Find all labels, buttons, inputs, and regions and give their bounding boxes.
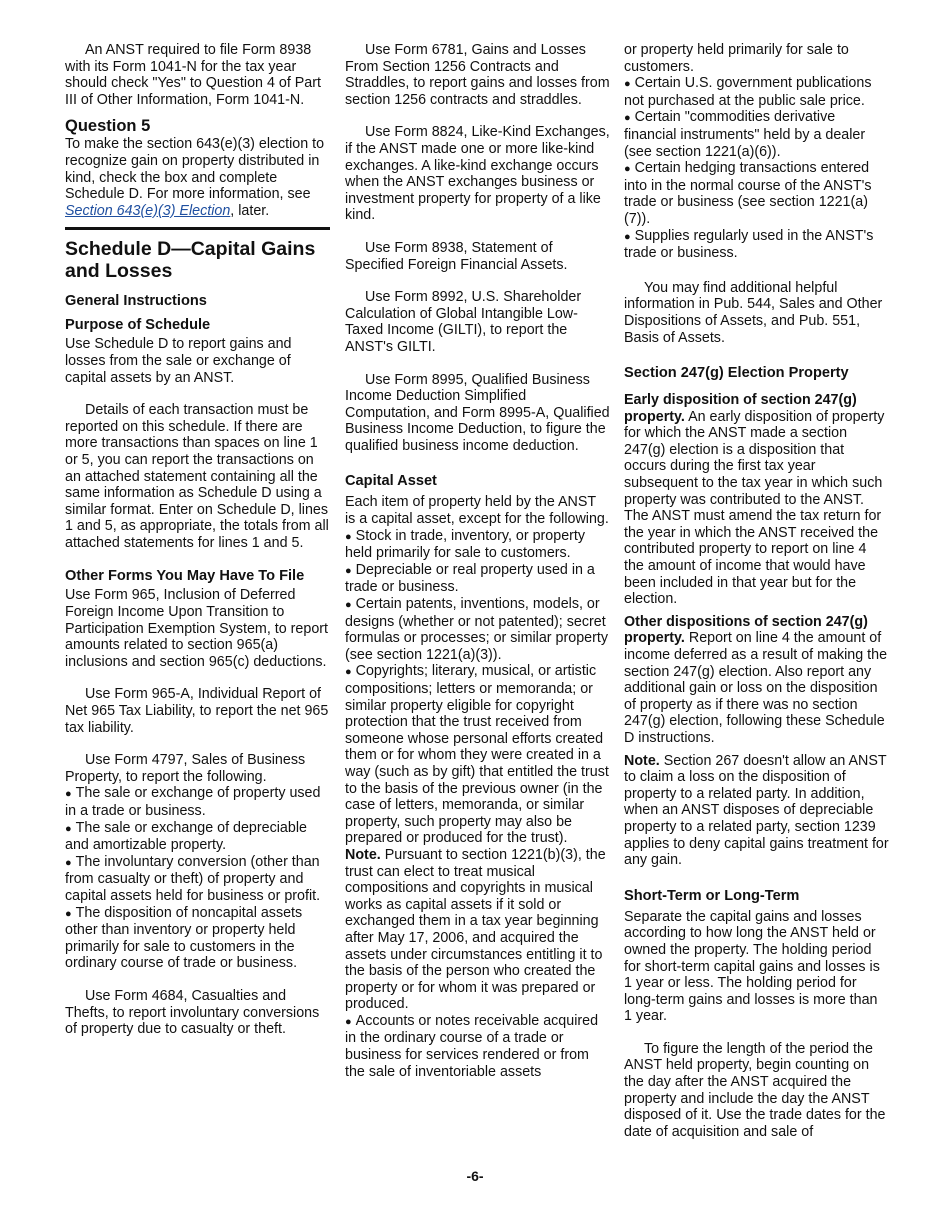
list-item: ● Supplies regularly used in the ANST's trade or business. (624, 227, 874, 262)
early-text: An early disposition of property for which the ANST made a section 247(g) election is a disposition that occurs during the first tax year subsequent to the tax year in which such property was contributed to the ANST. The ANST must amend the tax return for the year in which the ANST received the contributed property to report on line 4 the amount of income that would have been included in that year but for the election. (624, 408, 885, 608)
list-item: ● Stock in trade, inventory, or property held primarily for sale to customers. (345, 527, 586, 562)
note-label: Note. (624, 752, 660, 769)
form-965-text: Use Form 965, Inclusion of Deferred Foreign Income Upon Transition to Participation Exemption System, to report amounts related to section 965(a) inclusions and section 965(c) deductions. (65, 587, 329, 670)
form-4797-text: Use Form 4797, Sales of Business Property, to report the following. (65, 752, 306, 785)
form-6781-text: Use Form 6781, Gains and Losses From Section 1256 Contracts and Straddles, to report gains and losses from section 1256 contracts and straddles. (345, 42, 610, 108)
list-item: ● Accounts or notes receivable acquired in the ordinary course of a trade or business for services rendered or from the sale of inventoriable assets (345, 1012, 599, 1080)
short-long-term-heading: Short-Term or Long-Term (624, 887, 800, 904)
note-label: Note. (345, 846, 381, 863)
figure-length-text: To figure the length of the period the ANST held property, begin counting on the day after the ANST acquired the property and include the day the ANST disposed of it. Use the trade dates for the date of acquisition and sale of (624, 1040, 886, 1140)
list-item: ● Certain hedging transactions entered into in the normal course of the ANST's trade or business (see section 1221(a)(7)). (624, 160, 872, 227)
list-item: ● Certain "commodities derivative financial instruments" held by a dealer (see section 1221(a)(6)). (624, 109, 866, 160)
section-divider (65, 227, 330, 230)
question-5-heading: Question 5 (65, 117, 151, 136)
list-item: ● Certain patents, inventions, models, or designs (whether or not patented); secret formulas or processes; or similar property (see section 1221(a)(3)). (345, 596, 608, 663)
pub-text: You may find additional helpful information in Pub. 544, Sales and Other Dispositions of Assets, and Pub. 551, Basis of Assets. (624, 279, 883, 346)
column-1 (65, 42, 330, 1038)
details-text: Details of each transaction must be reported on this schedule. If there are more transactions than spaces on line 1 or 5, you can report the transactions on an attached statement containing all the same information as Schedule D using a similar format. Enter on Schedule D, lines 1 and 5, as appropriate, the totals from all attached statements for lines 1 and 5. (65, 402, 329, 551)
note-paragraph (345, 847, 610, 1013)
page-number: -6- (466, 1168, 484, 1184)
capital-asset-text: Each item of property held by the ANST is a capital asset, except for the following. (345, 494, 609, 528)
question-5-text (65, 136, 330, 219)
other-forms-heading: Other Forms You May Have To File (65, 568, 305, 585)
other-dispositions-paragraph (624, 614, 889, 747)
q5-body: To make the section 643(e)(3) election to recognize gain on property distributed in kind, check the box and complete Schedule D. For more information, see (65, 136, 325, 203)
form-8992-text: Use Form 8992, U.S. Shareholder Calculation of Global Intangible Low-Taxed Income (GILTI), to report the ANST's GILTI. (345, 289, 582, 355)
list-item: ● The involuntary conversion (other than from casualty or theft) of property and capital assets held for business or profit. (65, 853, 321, 904)
general-instructions-heading: General Instructions (65, 293, 207, 310)
column-3 (624, 42, 889, 1140)
other-text: Report on line 4 the amount of income deferred as a result of making the section 247(g) election. Also report any additional gain or loss on the disposition of property as if there was no section 247(g) election, following these Schedule D instructions. (624, 630, 888, 746)
form-8824-text: Use Form 8824, Like-Kind Exchanges, if the ANST made one or more like-kind exchanges. A like-kind exchange occurs when the ANST exchanges business or investment property for property of a like kind. (345, 124, 610, 224)
other-label: Other dispositions of section 247(g) property. (624, 613, 868, 647)
purpose-heading: Purpose of Schedule (65, 317, 211, 334)
form-8938-text: Use Form 8938, Statement of Specified Foreign Financial Assets. (345, 239, 568, 273)
paragraph-anst-8938: An ANST required to file Form 8938 with its Form 1041-N for the tax year should check "Yes" to Question 4 of Part III of Other Information, Form 1041-N. (65, 42, 321, 108)
early-label: Early disposition of section 247(g) property. (624, 392, 857, 425)
list-item: ● Copyrights; literary, musical, or artistic compositions; letters or memoranda; or similar property eligible for copyright protection that the trust received from someone whose personal efforts created them or for whom they were created in a way (such as by gift) that entitled the trust to the basis of the previous owner (in the case of letters, memoranda, or similar property, such property may also be prepared or produced for the trust). (345, 663, 609, 847)
purpose-text: Use Schedule D to report gains and losses from the sale or exchange of capital assets by an ANST. (65, 336, 292, 386)
q5-suffix: , later. (230, 202, 270, 219)
note-text: Pursuant to section 1221(b)(3), the trust can elect to treat musical compositions and copyrights in musical works as capital assets if it sold or exchanged them in a tax year beginning after May 17, 2006, and acquired the assets under circumstances entitling it to the basis of the person who created the property or for whom it was prepared or produced. (345, 846, 606, 1013)
list-item: ● The sale or exchange of property used in a trade or business. (65, 785, 321, 819)
list-item: ● The disposition of noncapital assets other than inventory or property held primarily for sale to customers in the ordinary course of trade or business. (65, 904, 303, 972)
form-8995-text: Use Form 8995, Qualified Business Income Deduction Simplified Computation, and Form 8995-A, Qualified Business Income Deduction, to figure the qualified business income deduction. (345, 371, 610, 454)
note-paragraph (624, 753, 889, 869)
column-2 (345, 42, 610, 1080)
form-965a-text: Use Form 965-A, Individual Report of Net 965 Tax Liability, to report the net 965 tax liability. (65, 686, 329, 736)
section-247g-heading: Section 247(g) Election Property (624, 365, 849, 382)
note-text: Section 267 doesn't allow an ANST to claim a loss on the disposition of property to a related party. In addition, when an ANST disposes of depreciable property to a related party, section 1239 applies to deny capital gains treatment for any gain. (624, 752, 889, 869)
continued-text: or property held primarily for sale to customers. (624, 42, 849, 75)
section-643-link[interactable]: Section 643(e)(3) Election (65, 202, 231, 219)
form-4684-text: Use Form 4684, Casualties and Thefts, to report involuntary conversions of property due to casualty or theft. (65, 987, 320, 1038)
early-disposition-paragraph (624, 392, 889, 608)
schedule-d-heading: Schedule D—Capital Gains and Losses (65, 238, 316, 283)
short-long-term-text: Separate the capital gains and losses according to how long the ANST held or owned the property. The holding period for short-term capital gains and losses is 1 year or less. The holding period for long-term gains and losses is more than 1 year. (624, 908, 880, 1025)
list-item: ● Certain U.S. government publications not purchased at the public sale price. (624, 75, 872, 109)
list-item: ● The sale or exchange of depreciable and amortizable property. (65, 819, 307, 854)
list-item: ● Depreciable or real property used in a trade or business. (345, 561, 595, 596)
capital-asset-heading: Capital Asset (345, 473, 437, 490)
